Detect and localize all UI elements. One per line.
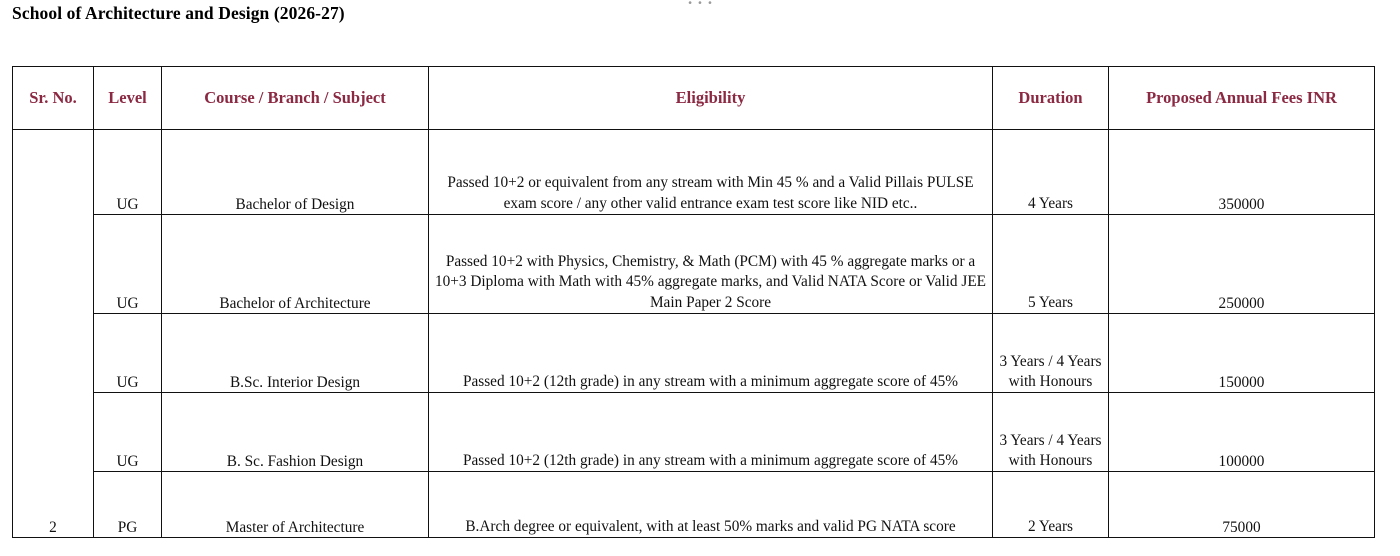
fee-table-container [12,66,1374,538]
cell-duration: 3 Years / 4 Years with Honours [993,393,1109,472]
column-header-duration: Duration [993,67,1109,130]
cell-sr-no: 2 [13,130,94,538]
cell-eligibility: Passed 10+2 with Physics, Chemistry, & Math (PCM) with 45 % aggregate marks or a 10+3 Diploma with Math with 45% aggregate marks, and Valid NATA Score or Valid JEE Main Paper 2 Score [429,215,993,314]
cell-eligibility: Passed 10+2 (12th grade) in any stream with a minimum aggregate score of 45% [429,393,993,472]
course-fee-table [12,66,1375,538]
cell-fees: 100000 [1109,393,1375,472]
table-row [13,472,1375,538]
table-row [13,215,1375,314]
cell-duration: 2 Years [993,472,1109,538]
cell-level: UG [94,130,162,215]
column-header-sr-no: Sr. No. [13,67,94,130]
cell-level: UG [94,393,162,472]
cell-eligibility: Passed 10+2 (12th grade) in any stream with a minimum aggregate score of 45% [429,314,993,393]
column-header-level: Level [94,67,162,130]
cell-course: Bachelor of Architecture [162,215,429,314]
table-row [13,393,1375,472]
cell-fees: 250000 [1109,215,1375,314]
table-row [13,130,1375,215]
cell-course: B.Sc. Interior Design [162,314,429,393]
page-title: School of Architecture and Design (2026-27) [12,3,345,23]
clipped-top-text: · · · [687,0,713,12]
cell-fees: 150000 [1109,314,1375,393]
column-header-fees: Proposed Annual Fees INR [1109,67,1375,130]
cell-level: UG [94,314,162,393]
cell-level: PG [94,472,162,538]
cell-level: UG [94,215,162,314]
cell-fees: 75000 [1109,472,1375,538]
table-header-row [13,67,1375,130]
cell-fees: 350000 [1109,130,1375,215]
cell-duration: 5 Years [993,215,1109,314]
cell-course: B. Sc. Fashion Design [162,393,429,472]
cell-course: Master of Architecture [162,472,429,538]
cell-eligibility: B.Arch degree or equivalent, with at least 50% marks and valid PG NATA score [429,472,993,538]
column-header-eligibility: Eligibility [429,67,993,130]
cell-duration: 3 Years / 4 Years with Honours [993,314,1109,393]
table-row [13,314,1375,393]
cell-duration: 4 Years [993,130,1109,215]
column-header-course: Course / Branch / Subject [162,67,429,130]
cell-eligibility: Passed 10+2 or equivalent from any stream with Min 45 % and a Valid Pillais PULSE exam score / any other valid entrance exam test score like NID etc.. [429,130,993,215]
cell-course: Bachelor of Design [162,130,429,215]
